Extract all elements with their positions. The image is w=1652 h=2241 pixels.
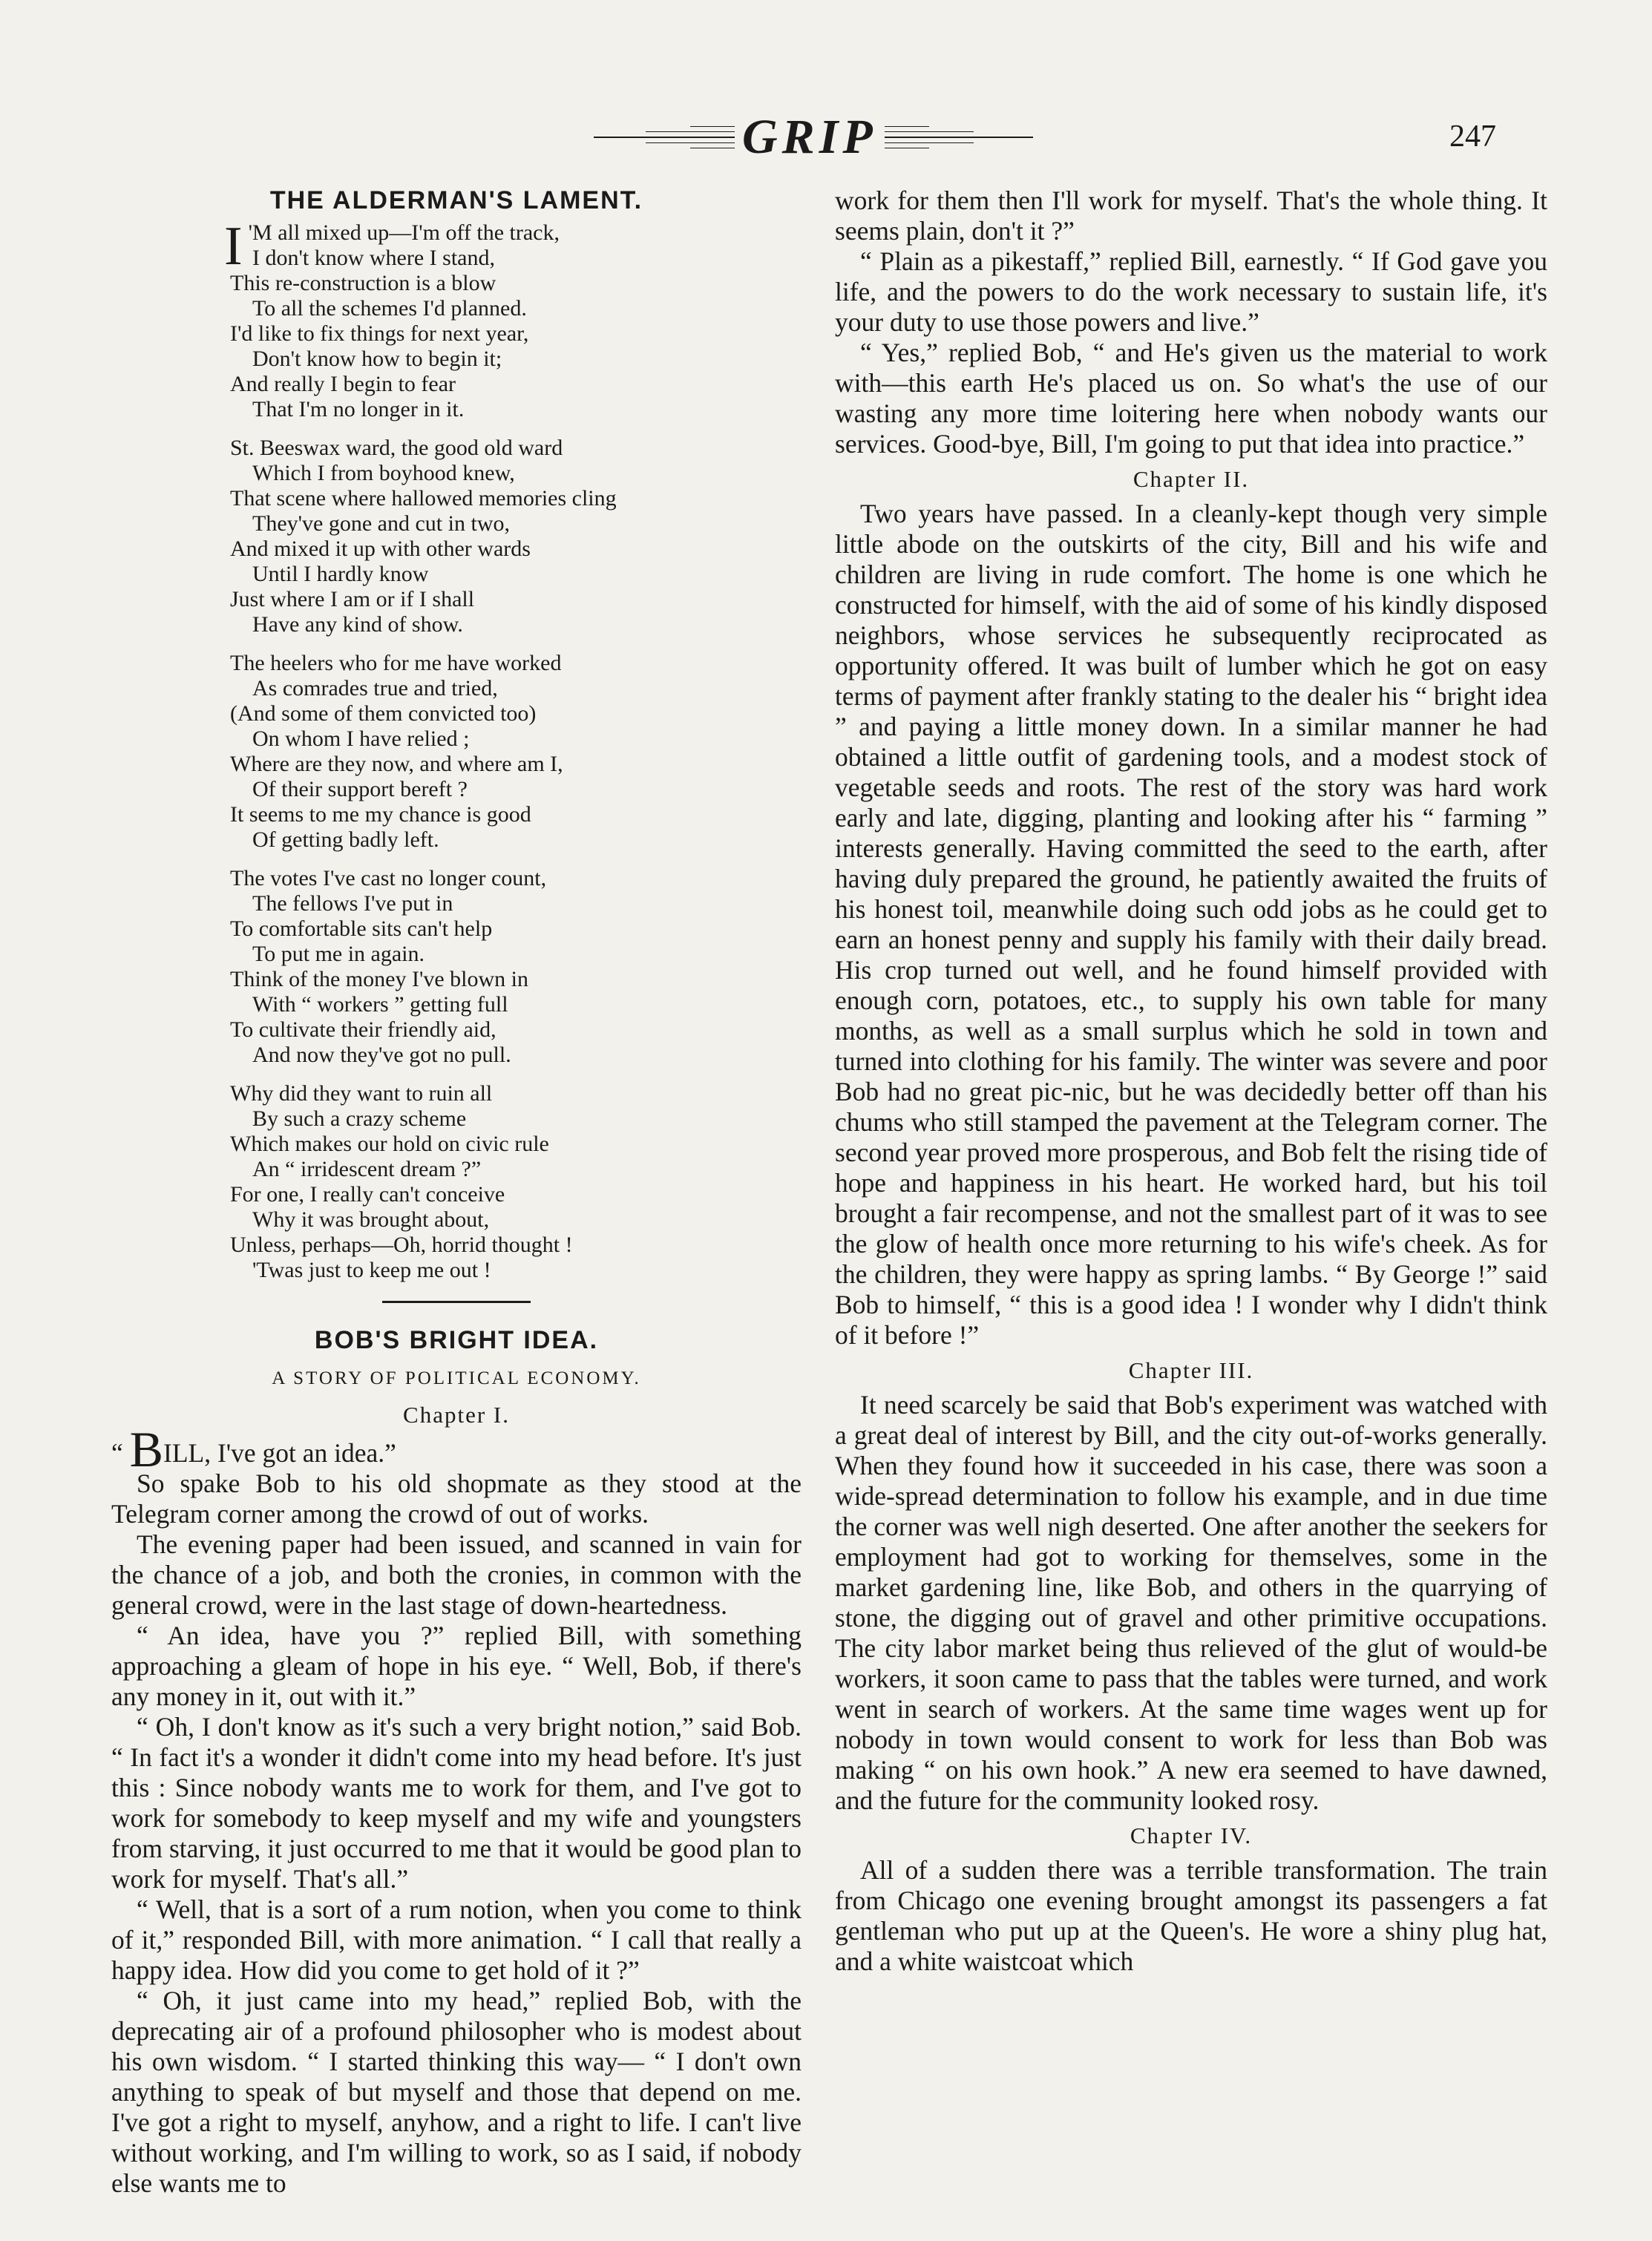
story-paragraph: “ Oh, I don't know as it's such a very bright notion,” said Bob. “ In fact it's a wonder it didn't come into my head before. It's just this : Since nobody wants me to work for them, and I've got to work for somebody to keep myself and my wife and youngsters from starving, it just occurred to me that it would be good plan to work for myself. That's all.”: [111, 1712, 802, 1894]
poem-line: For one, I really can't conceive: [230, 1182, 505, 1207]
poem-line: Have any kind of show.: [252, 612, 463, 637]
poem-stanza: [230, 866, 802, 1068]
story-paragraph: The evening paper had been issued, and scanned in vain for the chance of a job, and both the cronies, in common with the general crowd, were in the last stage of down-heartedness.: [111, 1529, 802, 1620]
poem-line: An “ irridescent dream ?”: [252, 1157, 482, 1181]
poem-line: I'd like to fix things for next year,: [230, 321, 529, 346]
poem-line: 'Twas just to keep me out !: [252, 1258, 491, 1282]
poem-line: Where are they now, and where am I,: [230, 752, 563, 776]
story-paragraph: So spake Bob to his old shopmate as they stood at the Telegram corner among the crowd of out of works.: [111, 1469, 802, 1529]
poem-line: And now they've got no pull.: [252, 1043, 511, 1067]
poem-line: Unless, perhaps—Oh, horrid thought !: [230, 1233, 573, 1257]
poem-line: With “ workers ” getting full: [252, 992, 508, 1017]
poem-stanza: [230, 651, 802, 853]
poem-line: Why did they want to ruin all: [230, 1081, 493, 1106]
poem-stanza: [230, 436, 802, 637]
masthead: [586, 104, 1566, 171]
story-drop-cap: B: [129, 1421, 163, 1477]
open-quote: “: [111, 1438, 130, 1468]
poem-stanza: [224, 216, 802, 422]
story-paragraph: All of a sudden there was a terrible transformation. The train from Chicago one evening brought amongst its passengers a fat gentleman who put up at the Queen's. He wore a shiny plug hat, and a white waistcoat which: [835, 1855, 1547, 1976]
section-divider: [382, 1301, 531, 1303]
story-title: BOB'S BRIGHT IDEA.: [314, 1326, 599, 1354]
masthead-left-rule: [586, 126, 735, 148]
poem-line: On whom I have relied ;: [252, 726, 470, 751]
poem-line: It seems to me my chance is good: [230, 802, 531, 827]
story-paragraph: “ Yes,” replied Bob, “ and He's given us the material to work with—this earth He's placed us on. So what's the use of our wasting any more time loitering here when nobody wants our services. Good-bye, Bill, I'm going to put that idea into practice.”: [835, 338, 1547, 459]
poem-line: Just where I am or if I shall: [230, 587, 475, 611]
poem-line: The votes I've cast no longer count,: [230, 866, 547, 890]
poem-line: Think of the money I've blown in: [230, 967, 528, 991]
left-column: [111, 186, 802, 2199]
story-paragraph: “ Oh, it just came into my head,” replied Bob, with the deprecating air of a profound philosopher who is modest about his own wisdom. “ I started thinking this way— “ I don't own anything to speak of but myself and those that depend on me. I've got a right to myself, anyhow, and a right to life. I can't live without working, and I'm willing to work, so as I said, if nobody else wants me to: [111, 1986, 802, 2198]
story-paragraph: [111, 1421, 802, 1477]
poem-line: Which makes our hold on civic rule: [230, 1132, 549, 1156]
poem-line: To put me in again.: [252, 942, 425, 966]
story-paragraph: work for them then I'll work for myself. That's the whole thing. It seems plain, don't it ?”: [835, 186, 1547, 246]
poem-line: To cultivate their friendly aid,: [230, 1017, 496, 1042]
poem-drop-cap: I: [224, 216, 243, 277]
poem-line: To all the schemes I'd planned.: [252, 296, 527, 321]
poem-line: By such a crazy scheme: [252, 1106, 467, 1131]
poem-line: St. Beeswax ward, the good old ward: [230, 436, 563, 460]
chapter-heading: Chapter III.: [1128, 1357, 1254, 1383]
masthead-right-rule: [885, 126, 1048, 148]
poem-line: The heelers who for me have worked: [230, 651, 562, 675]
poem-line: (And some of them convicted too): [230, 701, 537, 726]
poem-line: The fellows I've put in: [252, 891, 453, 916]
story-paragraph: “ Plain as a pikestaff,” replied Bill, earnestly. “ If God gave you life, and the powers to do the work necessary to sustain life, it's your duty to use those powers and live.”: [835, 246, 1547, 337]
story-paragraph: “ Well, that is a sort of a rum notion, when you come to think of it,” responded Bill, with more animation. “ I call that really a happy idea. How did you come to get hold of it ?”: [111, 1894, 802, 1985]
poem-line: And mixed it up with other wards: [230, 537, 531, 561]
poem-line: Don't know how to begin it;: [252, 347, 502, 371]
poem-line: They've gone and cut in two,: [252, 511, 510, 536]
story-paragraph: Two years have passed. In a cleanly-kept though very simple little abode on the outskirts of the city, Bill and his wife and children are living in rude comfort. The home is one which he constructed for himself, with the aid of some of his kindly disposed neighbors, whose services he subsequently reciprocated as opportunity offered. It was built of lumber which he got on easy terms of payment after frankly stating to the dealer his “ bright idea ” and paying a little money down. In a similar manner he had obtained a little outfit of gardening tools, and a modest stock of vegetable seeds and roots. The rest of the story was hard work early and late, digging, planting and looking after his “ farming ” interests generally. Having committed the seed to the earth, after having duly prepared the ground, he patiently awaited the fruits of his honest toil, meanwhile doing such odd jobs as he could get to earn an honest penny and supply his family with their daily bread. His crop turned out well, and he found himself provided with enough corn, potatoes, etc., to supply his own table for many months, as well as a small surplus which he sold in town and turned into clothing for his family. The winter was severe and poor Bob had no great pic-nic, but he was decidedly better off than his chums who still stamped the pavement at the Telegram corner. The second year proved more prosperous, and Bob felt the rising tide of hope and happiness in his heart. He worked hard, but his toil brought a fair recompense, and not the smallest part of it was to see the glow of health once more returning to his wife's cheek. As for the children, they were happy as spring lambs. “ By George !” said Bob to himself, “ this is a good idea ! I wonder why I didn't think of it before !”: [835, 499, 1547, 1350]
story-subtitle: A STORY OF POLITICAL ECONOMY.: [272, 1368, 641, 1388]
page-number: 247: [1449, 119, 1496, 154]
poem-line: Until I hardly know: [252, 562, 429, 586]
poem-line: I don't know where I stand,: [252, 246, 495, 270]
poem-line: Why it was brought about,: [252, 1207, 490, 1232]
poem-line: As comrades true and tried,: [252, 676, 498, 700]
chapter-heading: Chapter IV.: [1130, 1822, 1253, 1848]
poem: [224, 216, 802, 1283]
poem-line: To comfortable sits can't help: [230, 916, 493, 941]
poem-line: That scene where hallowed memories cling: [230, 486, 617, 511]
poem-line: Of getting badly left.: [252, 827, 439, 852]
poem-line: That I'm no longer in it.: [252, 397, 465, 421]
story-paragraph: “ An idea, have you ?” replied Bill, with something approaching a gleam of hope in his eye. “ Well, Bob, if there's any money in it, out with it.”: [111, 1621, 802, 1711]
right-column: [835, 186, 1547, 1977]
poem-line: This re-construction is a blow: [230, 271, 496, 295]
story-paragraph: It need scarcely be said that Bob's experiment was watched with a great deal of interest by Bill, and the city out-of-works generally. When they found how it succeeded in his case, there was soon a wide-spread determination to follow his example, and in due time the corner was well nigh deserted. One after another the seekers for employment had got to working for themselves, some in the market gardening line, like Bob, and others in the quarrying of stone, the digging out of gravel and other primitive occupations. The city labor market being thus relieved of the glut of would-be workers, it soon came to pass that the tables were turned, and work went in search of workers. At the same time wages went up for nobody in town would consent to work for less than Bob was making “ on his own hook.” A new era seemed to have dawned, and the future for the community looked rosy.: [835, 1390, 1547, 1815]
poem-line: Of their support bereft ?: [252, 777, 468, 801]
poem-stanza: [230, 1081, 802, 1283]
chapter-heading: Chapter I.: [403, 1402, 510, 1428]
poem-line: And really I begin to fear: [230, 372, 456, 396]
chapter-heading: Chapter II.: [1133, 466, 1250, 492]
poem-line: Which I from boyhood knew,: [252, 461, 515, 485]
poem-line: 'M all mixed up—I'm off the track,: [248, 220, 560, 245]
poem-title: THE ALDERMAN'S LAMENT.: [269, 186, 643, 214]
masthead-title: GRIP: [742, 110, 877, 164]
paragraph-text: ILL, I've got an idea.”: [163, 1438, 396, 1468]
